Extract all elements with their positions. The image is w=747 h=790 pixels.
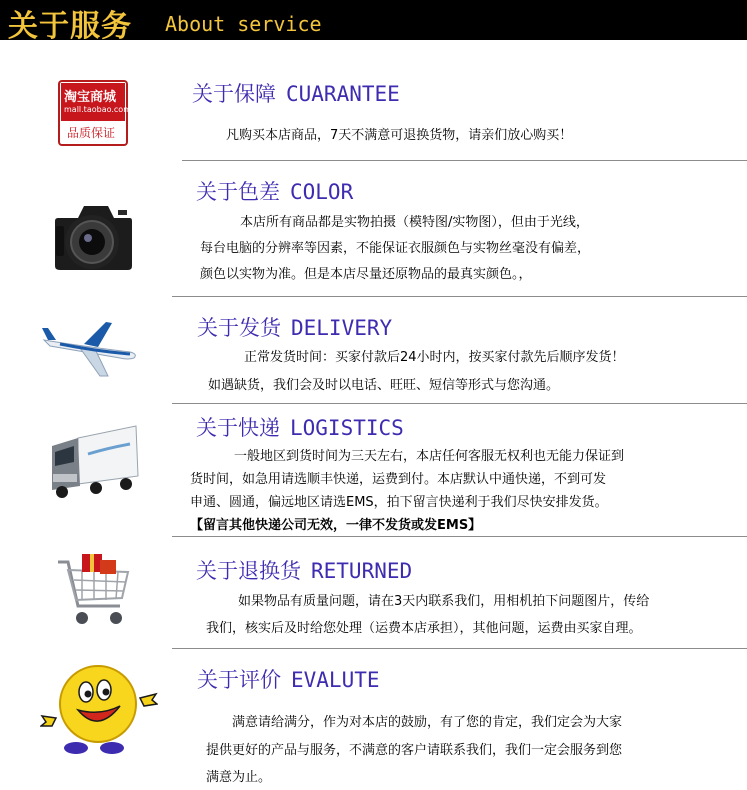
section-note-line: 【留言其他快递公司无效，一律不发货或发EMS】 (190, 518, 482, 533)
page-header (0, 0, 747, 44)
section-title-en: LOGISTICS (290, 416, 404, 440)
section-divider (172, 536, 747, 537)
badge-url-text: mall.taobao.com (64, 105, 131, 114)
section-title-zh: 关于保障 (192, 82, 276, 106)
section-title-zh: 关于色差 (196, 180, 280, 204)
section-text-line: 一般地区到货时间为三天左右，本店任何客服无权利也无能力保证到 (234, 449, 625, 464)
section-title (192, 78, 400, 108)
truck-icon (48, 424, 140, 500)
section-title-en: RETURNED (311, 559, 413, 583)
section-title-zh: 关于发货 (197, 316, 281, 340)
section-divider (172, 648, 747, 649)
section-text-line: 颜色以实物为准。但是本店尽量还原物品的最真实颜色。， (200, 267, 532, 282)
shopping-cart-icon (56, 546, 136, 628)
section-text-line: 满意请给满分，作为对本店的鼓励，有了您的肯定，我们定会为大家 (232, 715, 623, 730)
camera-icon (52, 196, 134, 276)
section-title-zh: 关于快递 (196, 416, 280, 440)
section-divider (172, 296, 747, 297)
section-title-en: COLOR (290, 180, 354, 204)
section-text-line: 如果物品有质量问题，请在3天内联系我们，用相机拍下问题图片，传给 (238, 594, 650, 609)
section-text-line: 我们，核实后及时给您处理（运费本店承担），其他问题，运费由买家自理。 (206, 621, 642, 636)
section-text-line: 正常发货时间：买家付款后24小时内，按买家付款先后顺序发货！ (244, 350, 625, 365)
section-text-line: 本店所有商品都是实物拍摄（模特图/实物图），但由于光线， (240, 215, 589, 230)
section-text-line: 每台电脑的分辨率等因素，不能保证衣服颜色与实物丝毫没有偏差， (200, 241, 591, 256)
section-title-zh: 关于退换货 (196, 559, 301, 583)
section-title (196, 412, 404, 442)
section-title-zh: 关于评价 (197, 668, 281, 692)
smiley-mascot-icon (40, 658, 158, 758)
header-title-zh: 关于服务 (8, 9, 132, 44)
section-text-line: 凡购买本店商品，7天不满意可退换货物，请亲们放心购买！ (226, 128, 573, 143)
header-title-en: About service (165, 12, 322, 36)
section-title (196, 555, 412, 585)
section-title-en: CUARANTEE (286, 82, 400, 106)
badge-top-text: 淘宝商城 (64, 90, 117, 105)
badge-bottom-text: 品质保证 (67, 126, 116, 140)
section-text-line: 如遇缺货，我们会及时以电话、旺旺、短信等形式与您沟通。 (208, 378, 560, 393)
section-text-line: 满意为止。 (206, 770, 272, 785)
section-text-line: 申通、圆通，偏远地区请选EMS，拍下留言快递利于我们尽快安排发货。 (190, 495, 608, 510)
section-title-en: DELIVERY (291, 316, 393, 340)
section-title (197, 664, 380, 694)
section-text-line: 货时间，如急用请选顺丰快递，运费到付。本店默认中通快递，不到可发 (190, 472, 607, 487)
section-title (196, 176, 353, 206)
airplane-icon (40, 318, 140, 380)
section-title-en: EVALUTE (291, 668, 380, 692)
section-divider (182, 160, 747, 161)
section-text-line: 提供更好的产品与服务，不满意的客户请联系我们，我们一定会服务到您 (206, 743, 623, 758)
section-title (197, 312, 392, 342)
tmall-quality-badge-icon (58, 80, 131, 146)
section-divider (172, 403, 747, 404)
